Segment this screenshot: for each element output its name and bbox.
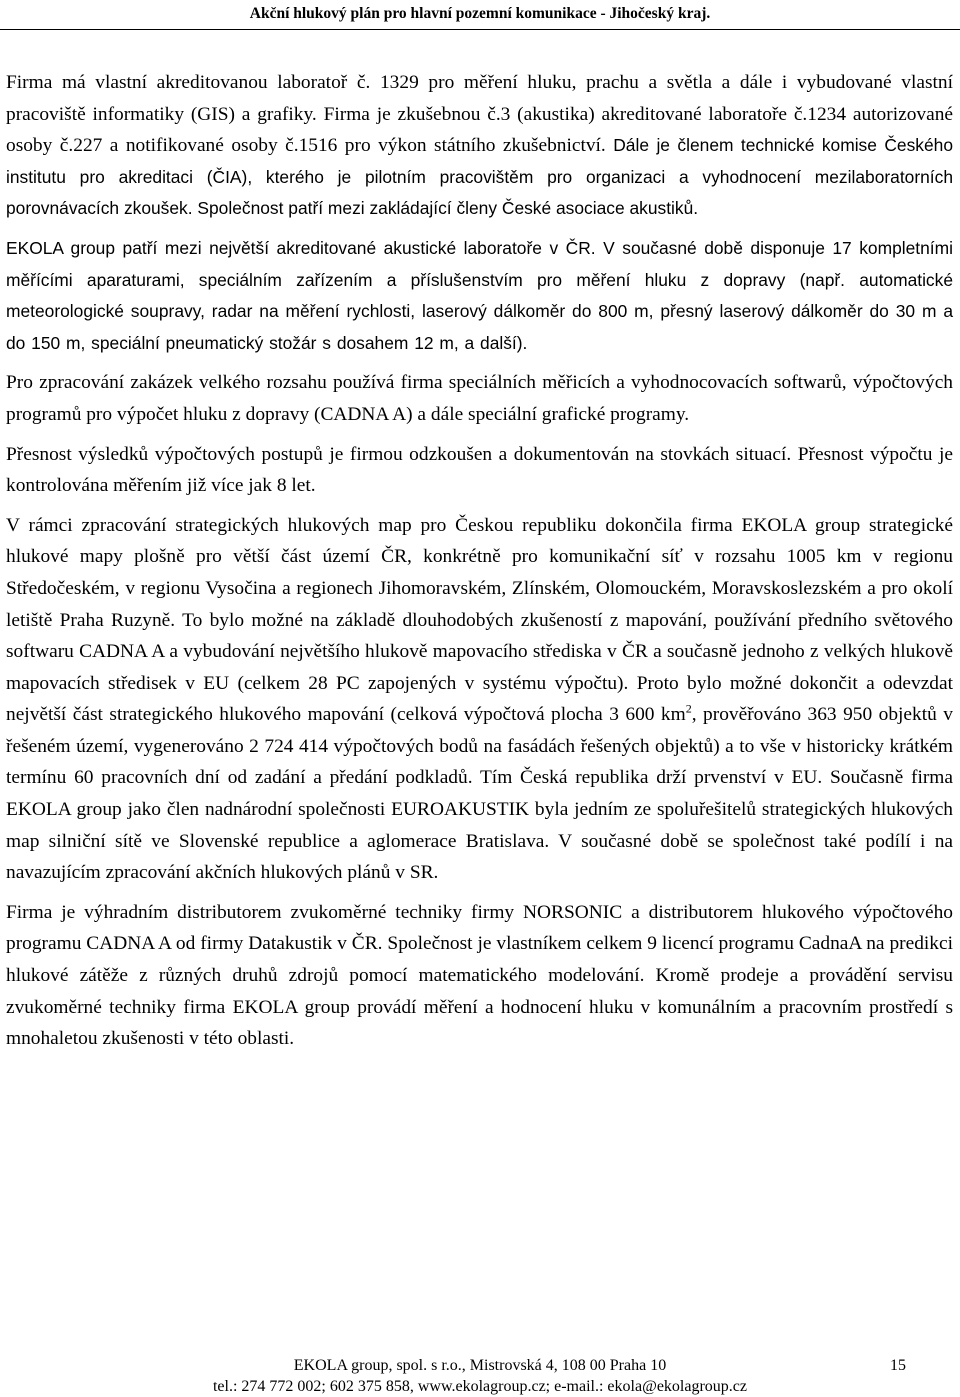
page-header: [0, 4, 960, 24]
document-body: [6, 67, 953, 1063]
header-divider: [0, 29, 960, 30]
footer-address-line: [0, 1355, 960, 1376]
footer-address: EKOLA group, spol. s r.o., Mistrovská 4, 108 00 Praha 10: [293, 1357, 667, 1374]
paragraph-acoustic-lab: [6, 233, 953, 359]
paragraph-distribution: Firma je výhradním distributorem zvukoměrné techniky firmy NORSONIC a distributorem hlukového výpočtového programu CADNA A od firmy Datakustik v ČR. Společnost je vlastníkem celkem 9 licencí programu CadnaA na predikci hlukové zátěže z různých druhů zdrojů pomocí matematického modelování. Kromě prodeje a provádění servisu zvukoměrné techniky firma EKOLA group provádí měření a hodnocení hluku v komunálním a pracovním prostředí s mnohaletou zkušenosti v této oblasti.: [6, 901, 953, 1050]
header-title-region: Jihočeský kraj.: [609, 5, 711, 22]
paragraph-strategic-maps-part2: , prověřováno 363 950 objektů v řešeném území, vygenerováno 2 724 414 výpočtových bodů na fasádách řešených objektů) a to vše v historicky krátkém termínu 60 pracovních dní od zadání a předání podkladů. Tím Česká republika drží prvenství v EU. Současně firma EKOLA group jako člen nadnárodní společnosti EUROAKUSTIK byla jedním ze spoluřešitelů strategických hlukových map silniční sítě ve Slovenské republice a aglomerace Bratislava. V současné době se společnost také podílí i na navazujícím zpracování akčních hlukových plánů v SR.: [6, 704, 953, 884]
superscript-2: 2: [685, 701, 692, 716]
page-number: 15: [890, 1357, 906, 1374]
paragraph-strategic-maps: [6, 510, 953, 889]
paragraph-acoustic-lab-equipment: V současné době disponuje 17 kompletními měřícími aparaturami, speciálním zařízením a příslušenstvím pro měření hluku z dopravy (např. automatické meteorologické soupravy, radar na měření rychlosti, laserový dálkoměr do 800 m, přesný laserový dálkoměr do 30 m a do 150 m, speciální pneumatický stožár s dosahem 12 m, a další).: [6, 237, 953, 353]
paragraph-software: Pro zpracování zakázek velkého rozsahu používá firma speciálních měřicích a vyhodnocovacích softwarů, výpočtových programů pro výpočet hluku z dopravy (CADNA A) a dále speciální grafické programy.: [6, 372, 953, 425]
paragraph-laboratory-sans: Dále je členem technické komise Českého institutu pro akreditaci (ČIA), kterého je pilotním pracovištěm pro organizaci a vyhodnocení mezilaboratorních porovnávacích zkoušek. Společnost patří mezi zakládající členy České asociace akustiků.: [6, 135, 954, 219]
paragraph-strategic-maps-part1: V rámci zpracování strategických hlukových map pro Českou republiku dokončila firma EKOLA group strategické hlukové mapy plošně pro větší část území ČR, konkrétně pro komunikační síť v rozsahu 1005 km v regionu Středočeském, v regionu Vysočina a regionech Jihomoravském, Zlínském, Olomouckém, Moravskoslezském a pro okolí letiště Praha Ruzyně. To bylo možné na základě dlouhodobých zkušeností z mapování, používání předního světového softwaru CADNA A a vybudování největšího hlukově mapovacího střediska v ČR a současně jednoho z velkých hlukově mapovacích středisek v EU (celkem 28 PC zapojených v systému výpočtu). Proto bylo možné dokončit a odevzdat největší část strategického hlukového mapování (celková výpočtová plocha 3 600 km: [6, 514, 953, 726]
header-title-prefix: Akční hlukový plán pro hlavní pozemní komunikace -: [249, 5, 610, 22]
paragraph-accuracy: Přesnost výsledků výpočtových postupů je firmou odzkoušen a dokumentován na stovkách situací. Přesnost výpočtu je kontrolována měřením již více jak 8 let.: [6, 443, 953, 497]
paragraph-laboratory: [6, 67, 953, 225]
page-footer: [0, 1355, 960, 1397]
paragraph-laboratory-serif: Firma má vlastní akreditovanou laboratoř č. 1329 pro měření hluku, prachu a světla a dále i vybudované vlastní pracoviště informatiky (GIS) a grafiky. Firma je zkušebnou č.3 (akustika) akreditované laboratoře č.1234 autorizované osoby č.227 a notifikované osoby č.1516 pro výkon státního zkušebnictví.: [6, 72, 953, 157]
footer-contact: tel.: 274 772 002; 602 375 858, www.ekolagroup.cz; e-mail.: ekola@ekolagroup.cz: [212, 1378, 747, 1395]
paragraph-acoustic-lab-lead: EKOLA group patří mezi největší akreditované akustické laboratoře v ČR.: [6, 237, 596, 258]
